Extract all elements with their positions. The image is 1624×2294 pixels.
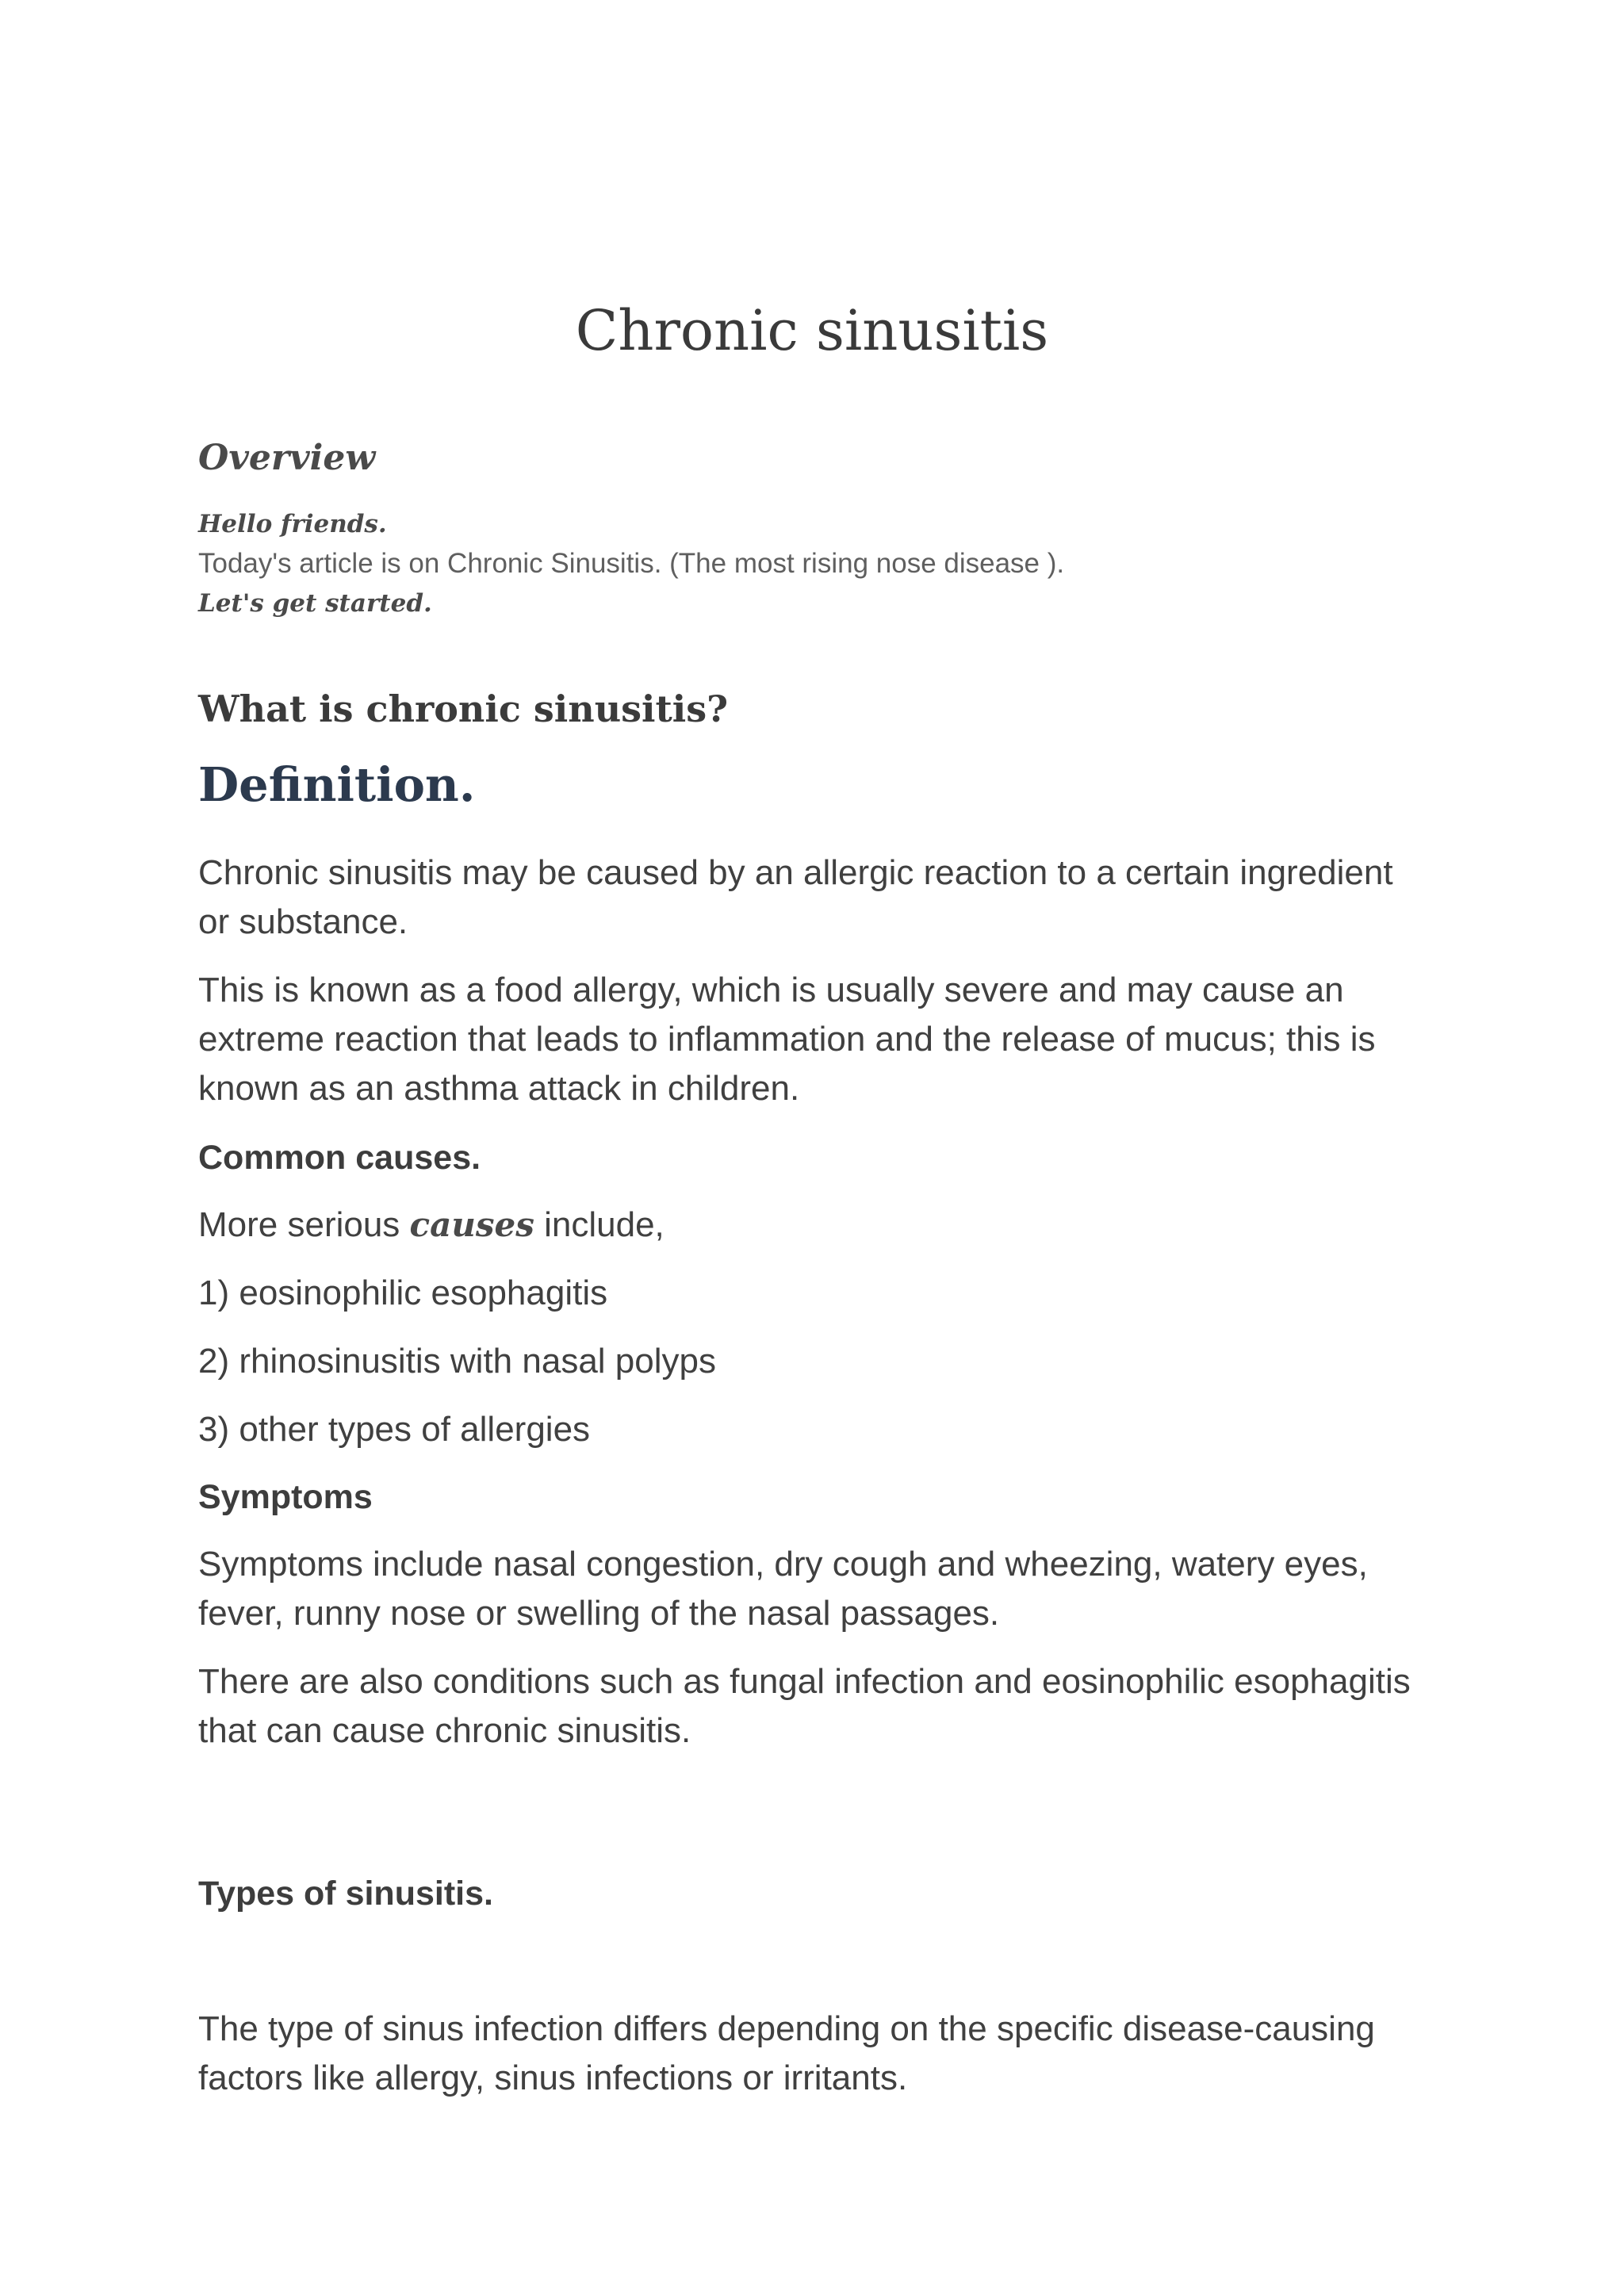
greeting-text: Hello friends. bbox=[198, 510, 387, 538]
symptoms-paragraph: There are also conditions such as fungal infection and eosinophilic esophagitis that can cause chronic sinusitis. bbox=[198, 1662, 1411, 1750]
symptoms-paragraph: Symptoms include nasal congestion, dry cough and wheezing, watery eyes, fever, runny nose or swelling of the nasal passages. bbox=[198, 1545, 1368, 1633]
list-item: 3) other types of allergies bbox=[198, 1410, 591, 1449]
common-causes-heading: Common causes. bbox=[198, 1139, 481, 1177]
definition-heading: Definition. bbox=[198, 757, 476, 812]
types-heading: Types of sinusitis. bbox=[198, 1875, 493, 1913]
causes-emphasis: causes bbox=[409, 1205, 534, 1244]
list-item: 1) eosinophilic esophagitis bbox=[198, 1273, 608, 1312]
intro-text: Today's article is on Chronic Sinusitis. (The most rising nose disease ). bbox=[198, 548, 1065, 579]
causes-lead-after: include, bbox=[534, 1205, 665, 1244]
start-text: Let's get started. bbox=[198, 589, 432, 618]
symptoms-heading: Symptoms bbox=[198, 1478, 373, 1516]
overview-heading: Overview bbox=[198, 438, 376, 478]
definition-paragraph: Chronic sinusitis may be caused by an allergic reaction to a certain ingredient or substance. bbox=[198, 853, 1393, 941]
page-title: Chronic sinusitis bbox=[575, 298, 1049, 363]
definition-paragraph: This is known as a food allergy, which is usually severe and may cause an extreme reaction that leads to inflammation and the release of mucus; this is known as an asthma attack in children. bbox=[198, 971, 1376, 1108]
types-paragraph: The type of sinus infection differs depending on the specific disease-causing factors like allergy, sinus infections or irritants. bbox=[198, 2009, 1375, 2097]
section-heading-what-is: What is chronic sinusitis? bbox=[198, 687, 729, 730]
list-item: 2) rhinosinusitis with nasal polyps bbox=[198, 1342, 716, 1381]
causes-lead-before: More serious bbox=[198, 1205, 410, 1244]
causes-lead-paragraph bbox=[198, 1201, 1426, 1250]
